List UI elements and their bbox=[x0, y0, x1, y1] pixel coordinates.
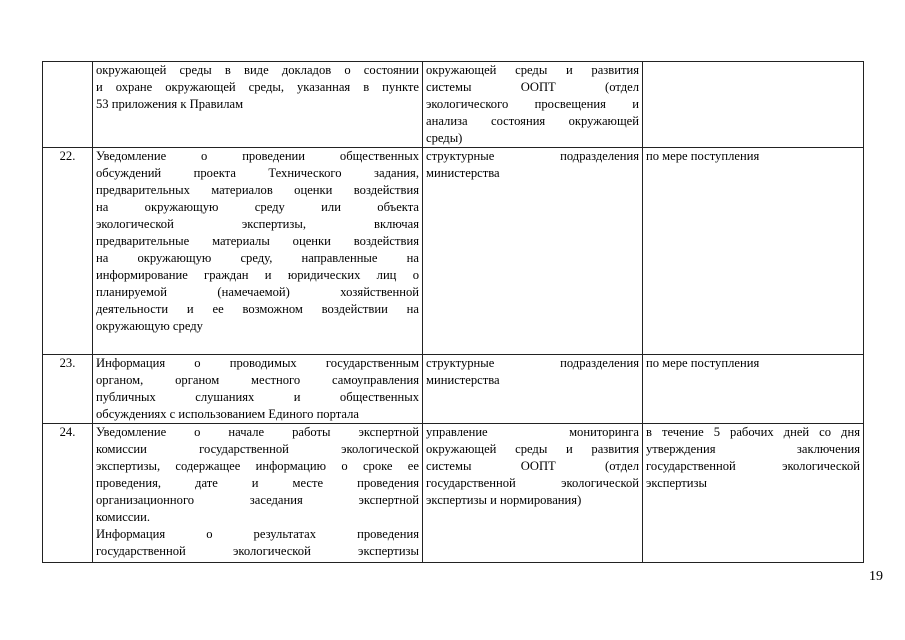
row-number: 22. bbox=[43, 148, 93, 355]
table-row bbox=[43, 424, 864, 563]
text-line: предварительные материалы оценки воздействия bbox=[96, 234, 419, 248]
text-line: по мере поступления bbox=[646, 149, 760, 163]
text-line: экспертизы и нормирования) bbox=[426, 493, 582, 507]
text-line: информирование граждан и юридических лиц о bbox=[96, 268, 419, 282]
text-line: окружающей среды в виде докладов о состоянии bbox=[96, 63, 419, 77]
text-line: анализа состояния окружающей bbox=[426, 114, 639, 128]
text-line: государственной экологической bbox=[426, 476, 639, 490]
text-line: экспертизы bbox=[646, 476, 707, 490]
row-responsible bbox=[423, 355, 643, 424]
text-line: предварительных материалов оценки воздействия bbox=[96, 183, 419, 197]
row-description bbox=[93, 424, 423, 563]
text-line: министерства bbox=[426, 373, 500, 387]
text-line: окружающей среды и развития bbox=[426, 63, 639, 77]
text-line: окружающую среду bbox=[96, 319, 203, 333]
text-line: Информация о проводимых государственным bbox=[96, 356, 419, 370]
page-number: 19 bbox=[869, 569, 883, 584]
row-timing bbox=[643, 355, 864, 424]
text-line: Информация о результатах проведения bbox=[96, 527, 419, 541]
table-row bbox=[43, 148, 864, 355]
text-line: обсуждений проекта Технического задания, bbox=[96, 166, 419, 180]
row-number bbox=[43, 62, 93, 148]
text-line: организационного заседания экспертной bbox=[96, 493, 419, 507]
row-responsible bbox=[423, 62, 643, 148]
text-line: министерства bbox=[426, 166, 500, 180]
row-number: 23. bbox=[43, 355, 93, 424]
text-line: Уведомление о проведении общественных bbox=[96, 149, 419, 163]
text-line: обсуждениях с использованием Единого портала bbox=[96, 407, 359, 421]
row-timing bbox=[643, 424, 864, 563]
text-line: государственной экологической экспертизы bbox=[96, 544, 419, 558]
text-line: структурные подразделения bbox=[426, 149, 639, 163]
text-line: системы ООПТ (отдел bbox=[426, 80, 639, 94]
text-line: деятельности и ее возможном воздействии на bbox=[96, 302, 419, 316]
text-line: экспертизы, содержащее информацию о сроке ее bbox=[96, 459, 419, 473]
document-table bbox=[42, 61, 864, 563]
text-line: утверждения заключения bbox=[646, 442, 860, 456]
text-line: публичных слушаниях и общественных bbox=[96, 390, 419, 404]
text-line: экологического просвещения и bbox=[426, 97, 639, 111]
row-description bbox=[93, 148, 423, 355]
row-timing bbox=[643, 148, 864, 355]
row-number: 24. bbox=[43, 424, 93, 563]
text-line: на окружающую среду, направленные на bbox=[96, 251, 419, 265]
text-line: среды) bbox=[426, 131, 463, 145]
text-line: проведения, дате и месте проведения bbox=[96, 476, 419, 490]
text-line: комиссии. bbox=[96, 510, 151, 524]
text-line: окружающей среды и развития bbox=[426, 442, 639, 456]
text-line: комиссии государственной экологической bbox=[96, 442, 419, 456]
row-description bbox=[93, 62, 423, 148]
table-body bbox=[43, 62, 864, 563]
text-line: управление мониторинга bbox=[426, 425, 639, 439]
text-line: экологической экспертизы, включая bbox=[96, 217, 419, 231]
text-line: на окружающую среду или объекта bbox=[96, 200, 419, 214]
text-line: Уведомление о начале работы экспертной bbox=[96, 425, 419, 439]
row-responsible bbox=[423, 148, 643, 355]
text-line: по мере поступления bbox=[646, 356, 760, 370]
text-line: органом, органом местного самоуправления bbox=[96, 373, 419, 387]
text-line: планируемой (намечаемой) хозяйственной bbox=[96, 285, 419, 299]
text-line: и охране окружающей среды, указанная в пункте bbox=[96, 80, 419, 94]
text-line: 53 приложения к Правилам bbox=[96, 97, 244, 111]
row-responsible bbox=[423, 424, 643, 563]
table-row bbox=[43, 355, 864, 424]
text-line: в течение 5 рабочих дней со дня bbox=[646, 425, 860, 439]
text-line: структурные подразделения bbox=[426, 356, 639, 370]
row-timing bbox=[643, 62, 864, 148]
text-line: системы ООПТ (отдел bbox=[426, 459, 639, 473]
table-row bbox=[43, 62, 864, 148]
row-description bbox=[93, 355, 423, 424]
text-line: государственной экологической bbox=[646, 459, 860, 473]
